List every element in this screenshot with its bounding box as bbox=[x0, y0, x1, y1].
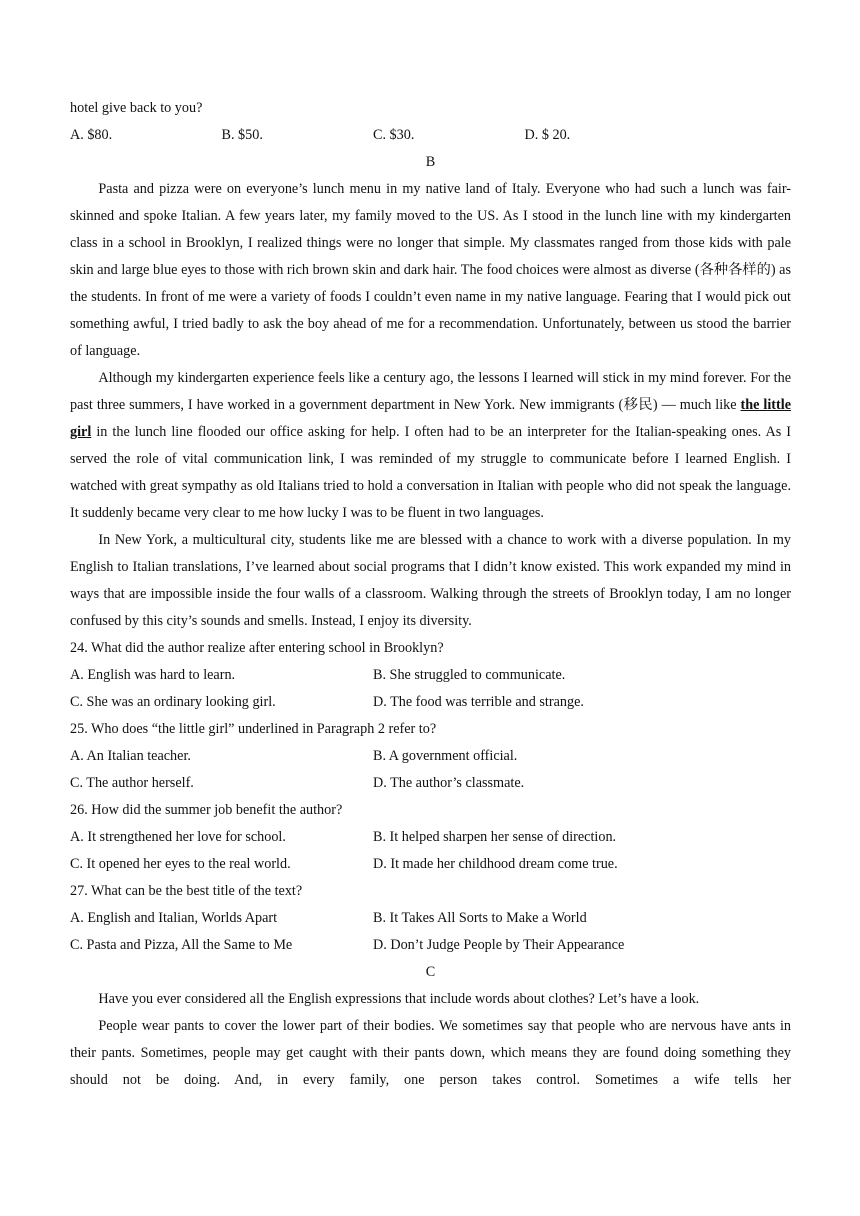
option-a: A. An Italian teacher. bbox=[70, 748, 191, 764]
section-c-paragraph-2: People wear pants to cover the lower part of their bodies. We sometimes say that people who are nervous have ants in their pants. Sometimes, people may get caught with their pants down, which means they are found doing something they should not be doing. And, in every family, one person takes control. Sometimes a wife tells her bbox=[70, 1018, 791, 1088]
options-row bbox=[70, 824, 791, 851]
option-a: A. English was hard to learn. bbox=[70, 667, 236, 683]
section-c-paragraph-1: Have you ever considered all the English expressions that include words about clothes? Let’s have a look. bbox=[98, 991, 700, 1007]
question-stem: 25. Who does “the little girl” underlined in Paragraph 2 refer to? bbox=[70, 721, 437, 737]
paragraph-2-text-after: in the lunch line flooded our office asking for help. I often had to be an interpreter for the Italian-speaking ones. As I served the role of vital communication link, I was reminded of my struggle to communicate before I learned English. I watched with great sympathy as old Italians tried to hold a conversation in Italian with people who did not speak the language. It suddenly became very clear to me how lucky I was to be fluent in two languages. bbox=[70, 424, 791, 521]
options-row bbox=[70, 743, 791, 770]
section-b-heading: B bbox=[425, 154, 436, 170]
option-d: D. The author’s classmate. bbox=[373, 775, 525, 791]
option-d: D. Don’t Judge People by Their Appearance bbox=[373, 937, 625, 953]
paragraph-2-text-before: Although my kindergarten experience feels like a century ago, the lessons I learned will stick in my mind forever. For the past three summers, I have worked in a government department in New York. New immigrants (移民) — much like bbox=[70, 370, 791, 413]
option-b: B. It helped sharpen her sense of direction. bbox=[373, 829, 617, 845]
question-25 bbox=[70, 716, 791, 797]
option-c: C. It opened her eyes to the real world. bbox=[70, 856, 291, 872]
option-b: B. A government official. bbox=[373, 748, 518, 764]
option-d: D. $ 20. bbox=[524, 127, 571, 143]
section-b-paragraph-2 bbox=[70, 365, 791, 527]
option-a: A. It strengthened her love for school. bbox=[70, 829, 286, 845]
option-b: B. $50. bbox=[221, 127, 263, 143]
prev-question-options bbox=[70, 122, 791, 149]
option-a: A. English and Italian, Worlds Apart bbox=[70, 910, 278, 926]
options-row bbox=[70, 932, 791, 959]
option-c: C. $30. bbox=[373, 127, 415, 143]
options-row bbox=[70, 689, 791, 716]
section-c-heading: C bbox=[425, 964, 436, 980]
document-page bbox=[70, 95, 791, 1094]
option-b: B. She struggled to communicate. bbox=[373, 667, 566, 683]
prev-question-tail: hotel give back to you? bbox=[70, 100, 203, 116]
options-row bbox=[70, 905, 791, 932]
option-d: D. The food was terrible and strange. bbox=[373, 694, 584, 710]
question-27 bbox=[70, 878, 791, 959]
section-b-paragraph-1: Pasta and pizza were on everyone’s lunch menu in my native land of Italy. Everyone who had such a lunch was fair-skinned and spoke Italian. A few years later, my family moved to the US. As I stood in the lunch line with my kindergarten class in a school in Brooklyn, I realized things were no longer that simple. My classmates ranged from those kids with pale skin and large blue eyes to those with rich brown skin and dark hair. The food choices were almost as diverse (各种各样的) as the students. In front of me were a variety of foods I couldn’t even name in my native language. Fearing that I would pick out something awful, I tried badly to ask the boy ahead of me for a recommendation. Unfortunately, between us stood the barrier of language. bbox=[70, 181, 791, 359]
options-row bbox=[70, 662, 791, 689]
section-b-paragraph-3: In New York, a multicultural city, students like me are blessed with a chance to work with a diverse population. In my English to Italian translations, I’ve learned about social programs that I didn’t know existed. This work expanded my mind in ways that are impossible inside the four walls of a classroom. Walking through the streets of Brooklyn today, I am no longer confused by this city’s sounds and smells. Instead, I enjoy its diversity. bbox=[70, 532, 791, 629]
option-d: D. It made her childhood dream come true. bbox=[373, 856, 618, 872]
option-a: A. $80. bbox=[70, 127, 113, 143]
question-stem: 27. What can be the best title of the text? bbox=[70, 883, 303, 899]
option-c: C. She was an ordinary looking girl. bbox=[70, 694, 276, 710]
options-row bbox=[70, 770, 791, 797]
option-c: C. Pasta and Pizza, All the Same to Me bbox=[70, 937, 293, 953]
option-c: C. The author herself. bbox=[70, 775, 194, 791]
question-stem: 24. What did the author realize after entering school in Brooklyn? bbox=[70, 640, 444, 656]
question-stem: 26. How did the summer job benefit the author? bbox=[70, 802, 343, 818]
option-b: B. It Takes All Sorts to Make a World bbox=[373, 910, 587, 926]
question-26 bbox=[70, 797, 791, 878]
question-24 bbox=[70, 635, 791, 716]
options-row bbox=[70, 851, 791, 878]
underlined-phrase: the little girl bbox=[70, 397, 791, 440]
